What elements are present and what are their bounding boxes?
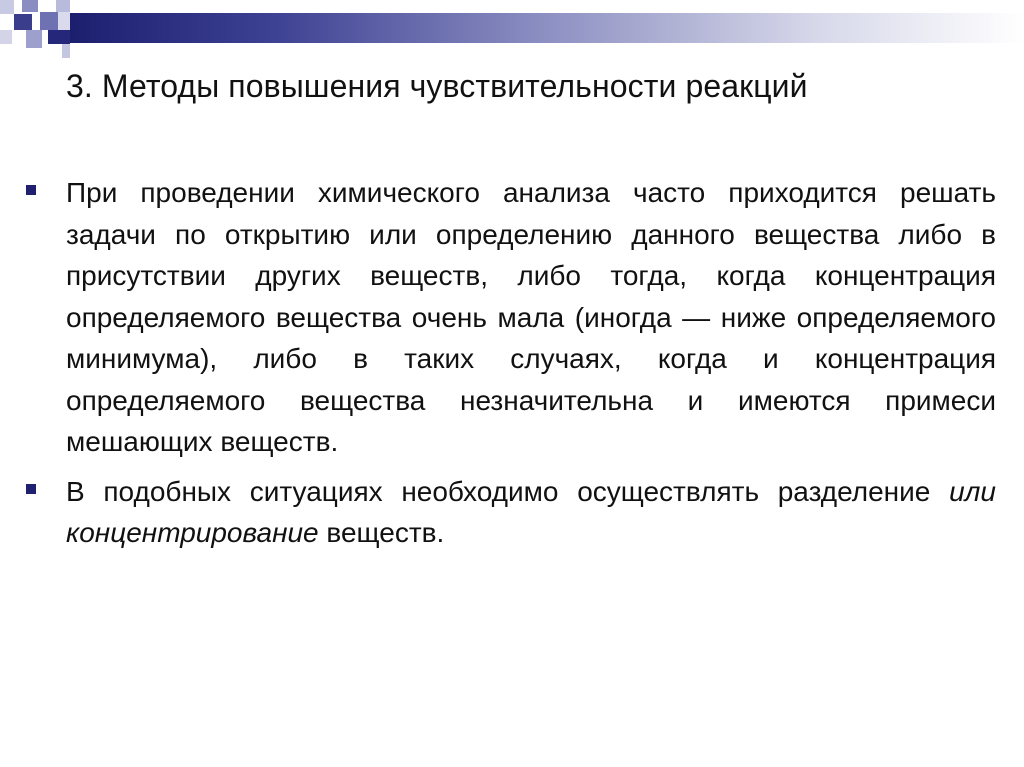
bullet-text-2-italic: или концентрирование xyxy=(66,475,996,548)
bullet-text-2-start: В подобных ситуациях необходимо осуществлять разделение xyxy=(66,475,950,507)
decorative-squares-icon xyxy=(0,0,78,60)
slide-title: 3. Методы повышения чувствительности реакций xyxy=(66,68,808,104)
bullet-item-1 xyxy=(20,172,996,463)
bullet-text-1: При проведении химического анализа часто приходится решать задачи по открытию или определению данного вещества либо в присутствии других веществ, либо тогда, когда концентрация определяемого вещества очень мала (иногда — ниже определяемого минимума), либо в таких случаях, когда и концентрация определяемого вещества незначительна и имеются примеси мешающих веществ. xyxy=(66,177,996,457)
header-gradient-bar xyxy=(70,13,1024,43)
bullet-text-2-end: веществ. xyxy=(318,517,445,548)
bullet-list xyxy=(20,172,996,562)
bullet-text-2 xyxy=(66,471,996,554)
square-bullet-icon xyxy=(26,185,36,195)
bullet-item-2 xyxy=(20,471,996,554)
square-bullet-icon xyxy=(26,484,36,494)
